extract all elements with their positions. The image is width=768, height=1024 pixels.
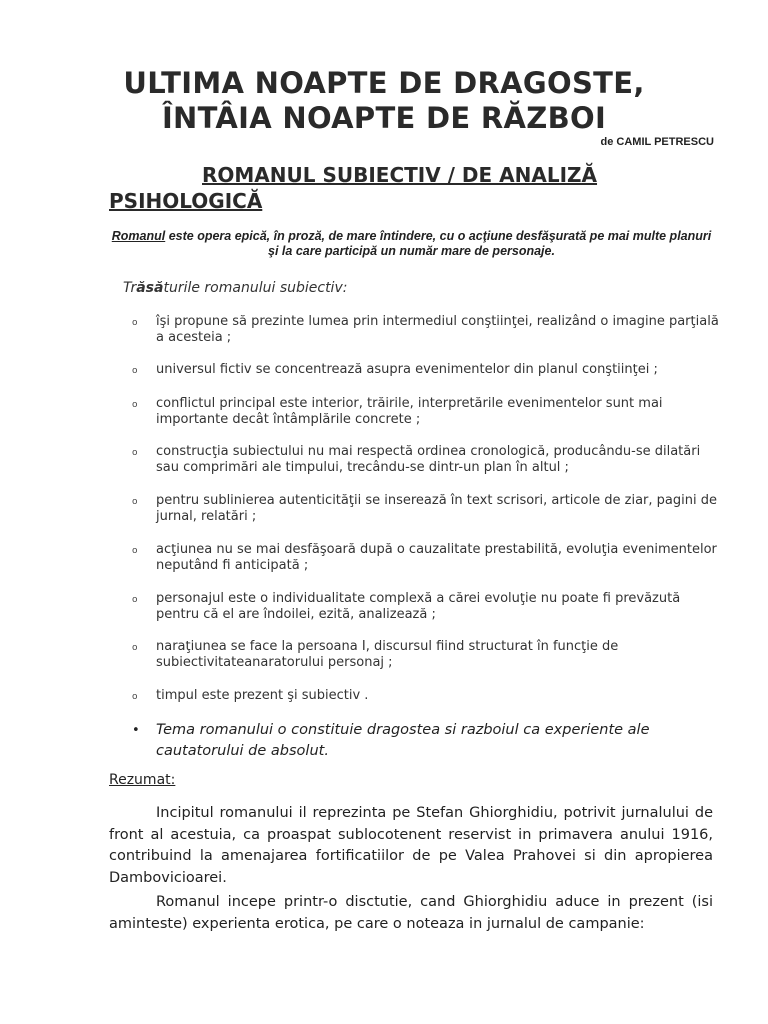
trait-text: pentru sublinierea autenticităţii se inserează în text scrisori, articole de ziar, pagini de jurnal, relatări ; — [156, 493, 717, 524]
author-line: de CAMIL PETRESCU — [600, 136, 714, 148]
circle-bullet-icon: o — [132, 448, 138, 458]
summary-paragraph: Romanul incepe printr-o disctutie, cand Ghiorghidiu aduce in prezent (isi aminteste) experienta erotica, pe care o noteaza in jurnalul de campanie: — [109, 894, 713, 932]
circle-bullet-icon: o — [132, 643, 138, 653]
traits-heading-part-2: ăsă — [136, 280, 164, 296]
trait-text: personajul este o individualitate complexă a cărei evoluţie nu poate fi prevăzută pentru că el are îndoilei, ezită, analizează ; — [156, 591, 681, 622]
circle-bullet-icon: o — [132, 318, 138, 328]
summary-heading: Rezumat: — [109, 772, 176, 788]
traits-heading-part-1: Tr — [123, 280, 137, 296]
circle-bullet-icon: o — [132, 400, 138, 410]
circle-bullet-icon: o — [132, 595, 138, 605]
trait-text: construcţia subiectului nu mai respectă ordinea cronologică, producându-se dilatări sau comprimări ale timpului, trecându-se dintr-un plan în altul ; — [156, 444, 701, 475]
trait-list-item — [132, 493, 722, 525]
trait-list-item — [132, 542, 722, 574]
trait-text: conflictul principal este interior, trăirile, interpretările evenimentelor sunt mai importante decât întâmplările concrete ; — [156, 396, 663, 427]
document-title-line-1: ULTIMA NOAPTE DE DRAGOSTE, — [123, 66, 645, 100]
theme-text: Tema romanului o constituie dragostea si razboiul ca experiente ale cautatorului de absolut. — [156, 722, 650, 759]
trait-text: acţiunea nu se mai desfăşoară după o cauzalitate prestabilită, evoluţia evenimentelor neputând fi anticipată ; — [156, 542, 717, 573]
definition-text: este opera epică, în proză, de mare întindere, cu o acţiune desfăşurată pe mai multe planuri şi la care participă un număr mare de personaje. — [165, 229, 712, 258]
summary-paragraph: Incipitul romanului il reprezinta pe Stefan Ghiorghidiu, potrivit jurnalului de front al acestuia, ca proaspat sublocotenent reservist in primavera anului 1916, contribuind la amenajarea fortificatiilor de pe Valea Prahovei si din apropierea Dambovicioarei. — [109, 805, 713, 886]
trait-list-item — [132, 444, 722, 476]
section-title-text: ROMANUL SUBIECTIV / DE ANALIZĂ PSIHOLOGICĂ — [109, 163, 598, 213]
definition-term: Romanul — [111, 229, 166, 243]
theme-statement — [132, 720, 722, 762]
trait-text: universul fictiv se concentrează asupra evenimentelor din planul conştiinţei ; — [156, 362, 658, 377]
trait-list-item — [132, 396, 722, 428]
trait-list-item — [132, 639, 722, 671]
document-title-line-2: ÎNTÂIA NOAPTE DE RĂZBOI — [161, 101, 607, 135]
trait-list-item — [132, 362, 722, 378]
traits-heading-part-3: turile romanului subiectiv: — [163, 280, 348, 296]
circle-bullet-icon: o — [132, 497, 138, 507]
section-title — [109, 162, 689, 214]
bullet-icon: • — [132, 723, 140, 738]
circle-bullet-icon: o — [132, 366, 138, 376]
trait-list-item — [132, 688, 722, 704]
circle-bullet-icon: o — [132, 692, 138, 702]
trait-text: timpul este prezent şi subiectiv . — [156, 688, 369, 703]
trait-text: naraţiunea se face la persoana I, discursul fiind structurat în funcţie de subiectivitateanaratorului personaj ; — [156, 639, 619, 670]
trait-list-item — [132, 591, 722, 623]
trait-text: îşi propune să prezinte lumea prin intermediul conştiinţei, realizând o imagine parţială a acesteia ; — [156, 314, 719, 345]
traits-heading — [123, 280, 347, 296]
novel-definition — [109, 229, 714, 259]
circle-bullet-icon: o — [132, 546, 138, 556]
trait-list-item — [132, 314, 722, 346]
